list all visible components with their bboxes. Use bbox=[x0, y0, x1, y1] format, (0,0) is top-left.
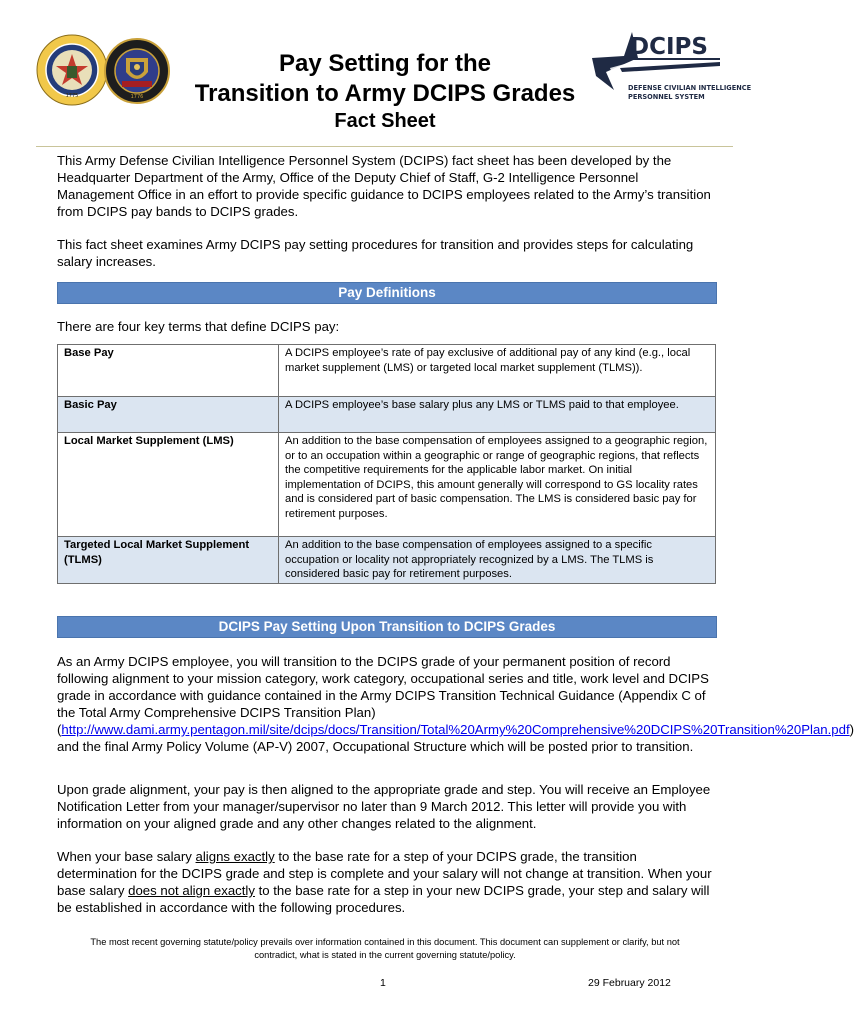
pay-definitions-table bbox=[57, 344, 716, 584]
table-row bbox=[58, 397, 716, 433]
term-cell: Local Market Supplement (LMS) bbox=[58, 433, 279, 537]
logo-wordmark: DCIPS bbox=[630, 34, 708, 60]
term-cell: Base Pay bbox=[58, 345, 279, 397]
pay-setting-paragraph-2: Upon grade alignment, your pay is then aligned to the appropriate grade and step. You will receive an Employee Notification Letter from your manager/supervisor no later than 9 March 2012. This letter will provide you with information on your aligned grade and any other changes related to the alignment. bbox=[57, 782, 711, 831]
table-row bbox=[58, 537, 716, 584]
intro-paragraph-2: This fact sheet examines Army DCIPS pay setting procedures for transition and provides steps for calculating salary increases. bbox=[57, 237, 694, 269]
page-number: 1 bbox=[380, 977, 386, 989]
does-not-align-exactly-emphasis: does not align exactly bbox=[128, 883, 255, 898]
pay-setting-paragraph-3: When your base salary aligns exactly to the base rate for a step of your DCIPS grade, the transition determination for the DCIPS grade and step is complete and your salary will not change at transition. When your base salary does not align exactly to the base rate for a step in your new DCIPS grade, your step and salary will be established in accordance with the following procedures. bbox=[57, 849, 712, 915]
aligns-exactly-emphasis: aligns exactly bbox=[195, 849, 275, 864]
intro-paragraph-1: This Army Defense Civilian Intelligence Personnel System (DCIPS) fact sheet has been developed by the Headquarter Department of the Army, Office of the Deputy Chief of Staff, G-2 Intelligence Personnel Management Office in an effort to provide specific guidance to DCIPS employees related to the Army’s transition from DCIPS pay bands to DCIPS grades. bbox=[57, 153, 711, 219]
page-title-line-2: Transition to Army DCIPS Grades bbox=[194, 80, 576, 107]
definition-cell: An addition to the base compensation of employees assigned to a specific occupation or locality not appropriately recognized by a LMS. The TLMS is considered basic pay for retirement purposes. bbox=[279, 537, 716, 584]
page-title-line-1: Pay Setting for the bbox=[278, 50, 492, 77]
footer-disclaimer: The most recent governing statute/policy prevails over information contained in this document. This document can supplement or clarify, but not contradict, what is stated in the current governing statute/policy. bbox=[90, 937, 680, 960]
transition-plan-link[interactable]: http://www.dami.army.pentagon.mil/site/dcips/docs/Transition/Total%20Army%20Comprehensive%20DCIPS%20Transition%20Plan.pdf bbox=[61, 722, 850, 737]
section-heading-pay-setting: DCIPS Pay Setting Upon Transition to DCIPS Grades bbox=[57, 616, 717, 638]
term-cell: Targeted Local Market Supplement (TLMS) bbox=[58, 537, 279, 584]
table-row bbox=[58, 345, 716, 397]
table-row bbox=[58, 433, 716, 537]
definition-cell: A DCIPS employee’s base salary plus any LMS or TLMS paid to that employee. bbox=[279, 397, 716, 433]
svg-text:1775: 1775 bbox=[65, 93, 79, 99]
page-subtitle: Fact Sheet bbox=[334, 110, 436, 132]
definition-cell: A DCIPS employee’s rate of pay exclusive of additional pay of any kind (e.g., local market supplement (LMS) or targeted local market supplement (TLMS)). bbox=[279, 345, 716, 397]
term-cell: Basic Pay bbox=[58, 397, 279, 433]
definition-cell: An addition to the base compensation of employees assigned to a geographic region, or to an occupation within a geographic or range of geographic regions, that reflects the competitive requirements for the applicable labor market. On initial implementation of DCIPS, this amount generally will correspond to GS locality rates and is considered part of basic compensation. The LMS is considered basic pay for retirement purposes. bbox=[279, 433, 716, 537]
header-divider bbox=[36, 146, 733, 147]
logo-subtitle-1: DEFENSE CIVILIAN INTELLIGENCE bbox=[628, 84, 752, 92]
page-date: 29 February 2012 bbox=[588, 977, 671, 989]
section-heading-pay-definitions: Pay Definitions bbox=[57, 282, 717, 304]
svg-text:1776: 1776 bbox=[130, 94, 144, 100]
logo-subtitle-2: PERSONNEL SYSTEM bbox=[628, 93, 705, 101]
pay-definitions-intro: There are four key terms that define DCIPS pay: bbox=[57, 319, 340, 334]
pay-setting-paragraph-1: As an Army DCIPS employee, you will transition to the DCIPS grade of your permanent position of record following alignment to your mission category, work category, occupational series and title, work level and DCIPS grade in accordance with guidance contained in the Army DCIPS Transition Technical Guidance (Appendix C of the Total Army Comprehensive DCIPS Transition Plan) (http://www.dami.army.pentagon.mil/site/dcips/docs/Transition/Total%20Army%20Comprehensive%20DCIPS%20Transition%20Plan.pdf) and the final Army Policy Volume (AP-V) 2007, Occupational Structure which will be posted prior to transition. bbox=[57, 654, 854, 754]
